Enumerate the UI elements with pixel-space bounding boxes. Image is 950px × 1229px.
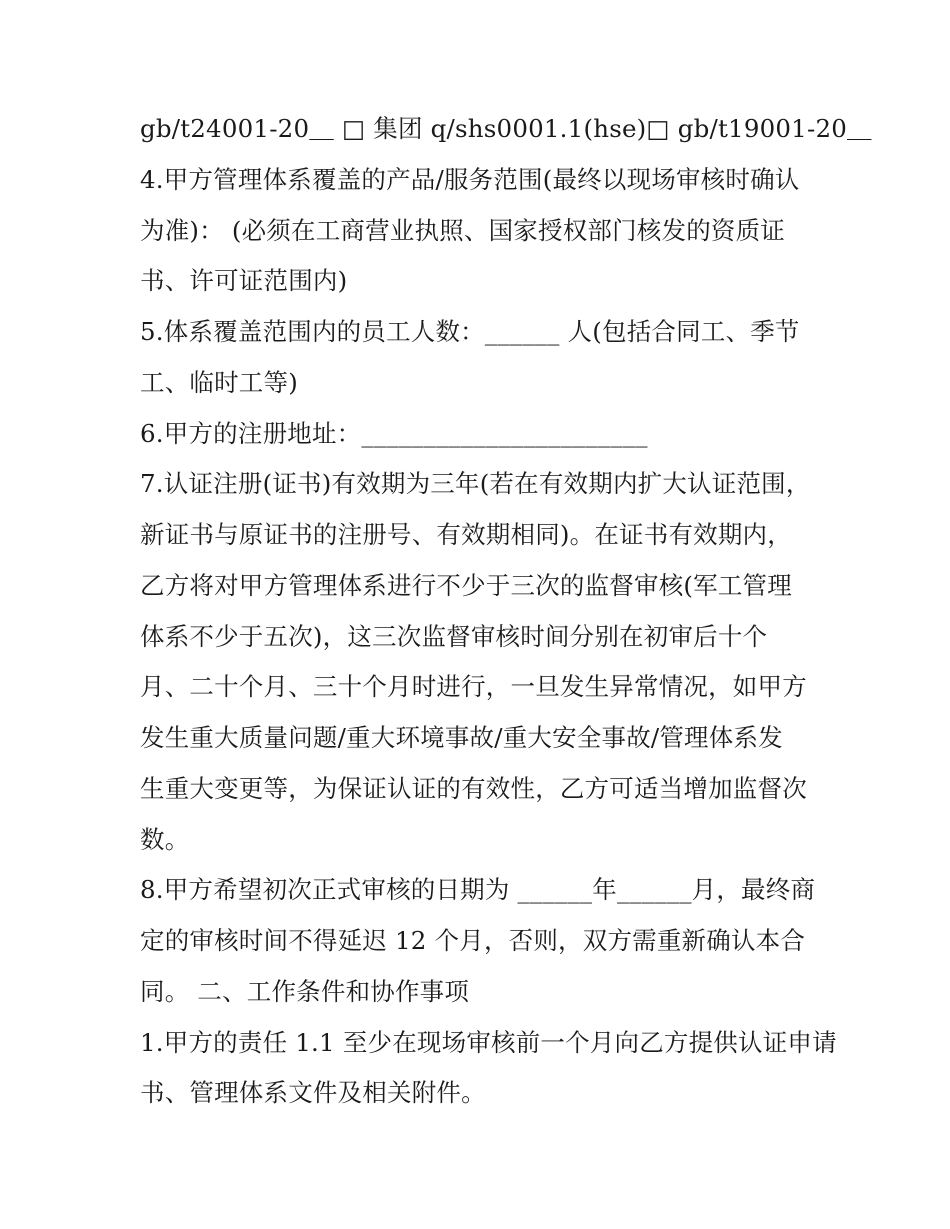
text-line: 生重大变更等，为保证认证的有效性，乙方可适当增加监督次 — [140, 773, 807, 803]
text-line: 月、二十个月、三十个月时进行，一旦发生异常情况，如甲方 — [140, 672, 807, 702]
item-8-paragraph — [140, 865, 830, 1017]
text-line: 同。 二、工作条件和协作事项 — [140, 976, 470, 1006]
text-line: 新证书与原证书的注册号、有效期相同)。在证书有效期内， — [140, 520, 792, 549]
text-line: 乙方将对甲方管理体系进行不少于三次的监督审核(军工管理 — [140, 570, 792, 600]
text-line: 8.甲方希望初次正式审核的日期为 ______年______月，最终商 — [140, 875, 816, 905]
text-line: 7.认证注册(证书)有效期为三年(若在有效期内扩大认证范围， — [140, 469, 811, 499]
text-line: gb/t24001-20＿ □ 集团 q/shs0001.1(hse)□ gb/t19001-20＿ — [140, 114, 872, 143]
item-6-paragraph — [140, 409, 830, 460]
standards-list-paragraph — [140, 104, 872, 155]
item-7-paragraph — [140, 459, 830, 865]
text-line: 为准)： (必须在工商营业执照、国家授权部门核发的资质证 — [140, 215, 786, 245]
text-line: 1.甲方的责任 1.1 至少在现场审核前一个月向乙方提供认证申请 — [140, 1027, 837, 1057]
text-line: 数。 — [140, 824, 190, 854]
party-a-responsibility-paragraph — [140, 1018, 837, 1120]
text-line: 书、许可证范围内) — [140, 266, 348, 296]
document-body — [140, 104, 872, 1119]
text-line: 工、临时工等) — [140, 367, 298, 397]
item-5-paragraph — [140, 307, 830, 409]
text-line: 书、管理体系文件及相关附件。 — [140, 1078, 486, 1108]
text-line: 发生重大质量问题/重大环境事故/重大安全事故/管理体系发 — [140, 723, 783, 752]
text-line: 定的审核时间不得延迟 12 个月，否则，双方需重新确认本合 — [140, 926, 806, 955]
item-4-paragraph — [140, 155, 830, 307]
text-line: 体系不少于五次)，这三次监督审核时间分别在初审后十个 — [140, 621, 768, 651]
text-line: 6.甲方的注册地址：_______________________ — [140, 418, 648, 448]
text-line: 4.甲方管理体系覆盖的产品/服务范围(最终以现场审核时确认 — [140, 164, 800, 194]
text-line: 5.体系覆盖范围内的员工人数：______ 人(包括合同工、季节 — [140, 317, 800, 346]
